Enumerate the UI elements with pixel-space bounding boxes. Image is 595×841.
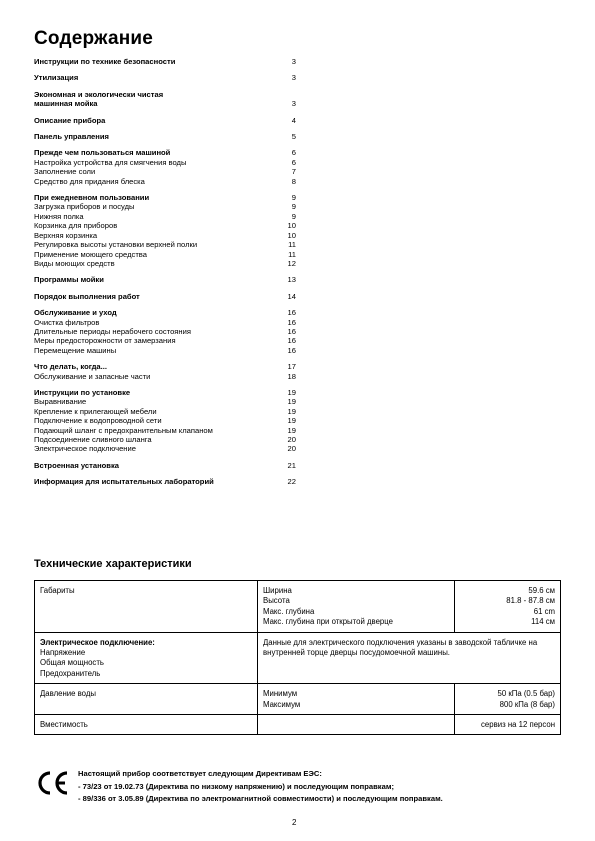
toc-entry	[34, 240, 296, 249]
toc-entry	[34, 416, 296, 425]
toc-entry-page: 13	[287, 275, 296, 285]
cell-text: Предохранитель	[40, 668, 101, 678]
cell-text: сервиз на 12 персон	[481, 720, 555, 730]
toc-entry-label: Применение моющего средства	[34, 249, 147, 259]
toc-entry	[34, 202, 296, 211]
toc-entry-label: Подключение к водопроводной сети	[34, 416, 162, 426]
cell-text: 114 см	[531, 617, 555, 627]
table-row	[35, 715, 561, 735]
cell-text: 800 кПа (8 бар)	[499, 699, 555, 709]
cell-text: Напряжение	[40, 648, 86, 658]
toc-entry	[34, 318, 296, 327]
toc-entry	[34, 148, 296, 157]
spec-pressure-values	[455, 684, 561, 715]
toc-entry	[34, 212, 296, 221]
toc-entry	[34, 221, 296, 230]
spec-capacity-values	[455, 715, 561, 735]
toc-entry-label: Прежде чем пользоваться машиной	[34, 148, 171, 158]
toc-entry-page: 11	[288, 240, 296, 250]
toc-entry	[34, 57, 296, 66]
toc-entry-page: 19	[287, 406, 296, 416]
toc-entry-page: 19	[287, 387, 296, 397]
toc-entry-page: 4	[291, 115, 296, 125]
toc-entry-label: Крепление к прилегающей мебели	[34, 406, 157, 416]
toc-entry-label: Обслуживание и запасные части	[34, 371, 151, 381]
directive-line: Настоящий прибор соответствует следующим Директивам ЕЭС:	[78, 769, 322, 778]
toc-entry-label: Что делать, когда...	[34, 362, 107, 372]
toc-entry	[34, 193, 296, 202]
spec-dimensions-names	[258, 581, 455, 633]
toc-entry	[34, 292, 296, 301]
toc-entry-label: Нижняя полка	[34, 211, 84, 221]
toc-entry	[34, 346, 296, 355]
cell-text: 50 кПа (0.5 бар)	[497, 689, 555, 699]
toc-entry-label: Перемещение машины	[34, 345, 117, 355]
cell-text: 81.8 - 87.8 см	[506, 596, 555, 606]
cell-text: Электрическое подключение:	[40, 637, 155, 647]
toc-entry-page: 11	[288, 249, 296, 259]
toc-entry-page: 3	[291, 99, 296, 109]
toc-entry-label: Утилизация	[34, 73, 79, 83]
toc-entry	[34, 275, 296, 284]
cell-text: 59.6 см	[528, 586, 555, 595]
toc-entry-page: 9	[291, 211, 296, 221]
toc-entry-label: Заполнение соли	[34, 167, 96, 177]
spec-dimensions-label	[35, 581, 258, 633]
toc-entry-page: 9	[291, 202, 296, 212]
page-title: Содержание	[34, 28, 154, 49]
toc-entry-page: 3	[291, 73, 296, 83]
toc-entry-page: 22	[287, 477, 296, 487]
toc-entry-page: 3	[291, 57, 296, 66]
toc-entry	[34, 461, 296, 470]
toc-entry-label: Виды моющих средств	[34, 258, 115, 268]
toc-entry-page: 20	[287, 444, 296, 454]
spec-capacity-names	[258, 715, 455, 735]
toc-entry-page: 20	[287, 435, 296, 444]
cell-text: 61 cm	[533, 606, 555, 616]
toc-entry-label: Подсоединение сливного шланга	[34, 435, 152, 444]
toc-entry-page: 5	[291, 132, 296, 142]
toc-entry-label: Подающий шланг с предохранительным клапаном	[34, 425, 213, 435]
toc-entry-page: 6	[291, 148, 296, 158]
directive-line: - 73/23 от 19.02.73 (Директива по низкому напряжению) и последующим поправкам;	[78, 781, 394, 791]
toc-entry	[34, 231, 296, 240]
toc-entry	[34, 388, 296, 397]
toc-entry-page: 19	[287, 397, 296, 407]
page-number: 2	[292, 818, 297, 827]
toc-entry	[34, 73, 296, 82]
toc-entry-page: 6	[291, 157, 296, 167]
toc-entry	[34, 435, 296, 444]
toc-entry-label: Загрузка приборов и посуды	[34, 202, 135, 212]
cell-text: Данные для электрического подключения указаны в заводской табличке на внутренней торце дверцы посудомоечной машины.	[263, 637, 538, 658]
toc-entry-page: 16	[287, 326, 296, 336]
toc-entry	[34, 444, 296, 453]
cell-text: Макс. глубина	[263, 606, 315, 616]
toc-entry-page: 12	[287, 258, 296, 268]
toc-entry-label: При ежедневном пользовании	[34, 193, 150, 203]
directive-line: - 89/336 от 3.05.89 (Директива по электромагнитной совместимости) и последующим поправкам.	[78, 794, 443, 804]
toc-entry-page: 7	[291, 167, 296, 177]
cell-text: Габариты	[40, 586, 75, 595]
directives-text	[78, 768, 538, 806]
cell-text: Максимум	[263, 699, 301, 709]
toc-entry-page: 16	[287, 308, 296, 318]
toc-entry	[34, 90, 296, 109]
cell-text: Ширина	[263, 586, 292, 595]
toc-entry-page: 16	[287, 345, 296, 355]
toc-entry	[34, 132, 296, 141]
toc-entry	[34, 336, 296, 345]
toc-entry-label: Панель управления	[34, 132, 109, 142]
toc-entry-page: 17	[287, 362, 296, 372]
toc-entry-label: Очистка фильтров	[34, 317, 100, 327]
toc-entry	[34, 308, 296, 317]
toc-entry-label: Верхняя корзинка	[34, 230, 98, 240]
cell-text: Вместимость	[40, 720, 88, 730]
toc-entry-label: Настройка устройства для смягчения воды	[34, 157, 187, 167]
toc-entry	[34, 167, 296, 176]
spec-table	[34, 580, 561, 735]
toc-entry-label: Электрическое подключение	[34, 444, 136, 454]
toc-entry	[34, 158, 296, 167]
toc-entry	[34, 397, 296, 406]
toc-entry-label: Инструкции по установке	[34, 387, 131, 397]
toc-entry-label: Средство для придания блеска	[34, 176, 145, 186]
cell-text: Давление воды	[40, 689, 97, 699]
toc-entry-label: Регулировка высоты установки верхней полки	[34, 240, 198, 250]
spec-electrical-label	[35, 632, 258, 684]
spec-dimensions-values	[455, 581, 561, 633]
spec-electrical-note	[258, 632, 561, 684]
toc-entry	[34, 372, 296, 381]
spec-capacity-label	[35, 715, 258, 735]
toc-entry-page: 10	[287, 221, 296, 231]
cell-text: Высота	[263, 596, 290, 606]
toc-entry-label: Длительные периоды нерабочего состояния	[34, 326, 191, 336]
cell-text: Минимум	[263, 689, 298, 699]
toc-entry-page: 16	[287, 336, 296, 346]
ce-mark-icon	[36, 769, 70, 797]
table-row	[35, 632, 561, 684]
toc-entry-page: 19	[287, 416, 296, 426]
toc-entry-label: Инструкции по технике безопасности	[34, 57, 176, 66]
toc-entry-page: 16	[287, 317, 296, 327]
toc-entry	[34, 426, 296, 435]
toc-entry	[34, 177, 296, 186]
toc-entry-label: Обслуживание и уход	[34, 308, 117, 318]
section-title-tech: Технические характеристики	[34, 558, 192, 570]
toc-entry	[34, 250, 296, 259]
table-of-contents	[34, 57, 296, 487]
toc-entry-label: Описание прибора	[34, 115, 106, 125]
toc-entry	[34, 477, 296, 486]
table-row	[35, 581, 561, 633]
table-row	[35, 684, 561, 715]
toc-entry-page: 9	[291, 193, 296, 203]
toc-entry-label: Информация для испытательных лабораторий	[34, 477, 214, 487]
toc-entry-label: Выравнивание	[34, 397, 87, 407]
toc-entry-page: 19	[287, 425, 296, 435]
toc-entry-page: 10	[287, 230, 296, 240]
spec-pressure-names	[258, 684, 455, 715]
toc-entry-page: 21	[287, 460, 296, 470]
spec-pressure-label	[35, 684, 258, 715]
toc-entry-label: Меры предосторожности от замерзания	[34, 336, 176, 346]
toc-entry	[34, 327, 296, 336]
toc-entry-page: 18	[287, 371, 296, 381]
toc-entry-label: Порядок выполнения работ	[34, 291, 140, 301]
toc-entry	[34, 116, 296, 125]
toc-entry	[34, 362, 296, 371]
toc-entry-label: Встроенная установка	[34, 460, 119, 470]
cell-text: Общая мощность	[40, 658, 104, 668]
toc-entry-page: 8	[291, 176, 296, 186]
toc-entry-label: Корзинка для приборов	[34, 221, 118, 231]
cell-text: Макс. глубина при открытой дверце	[263, 617, 393, 627]
toc-entry-page: 14	[287, 291, 296, 301]
toc-entry-label: Программы мойки	[34, 275, 104, 285]
toc-entry	[34, 407, 296, 416]
toc-entry	[34, 259, 296, 268]
toc-entry-label: Экономная и экологически чистая машинная мойка	[34, 89, 164, 109]
